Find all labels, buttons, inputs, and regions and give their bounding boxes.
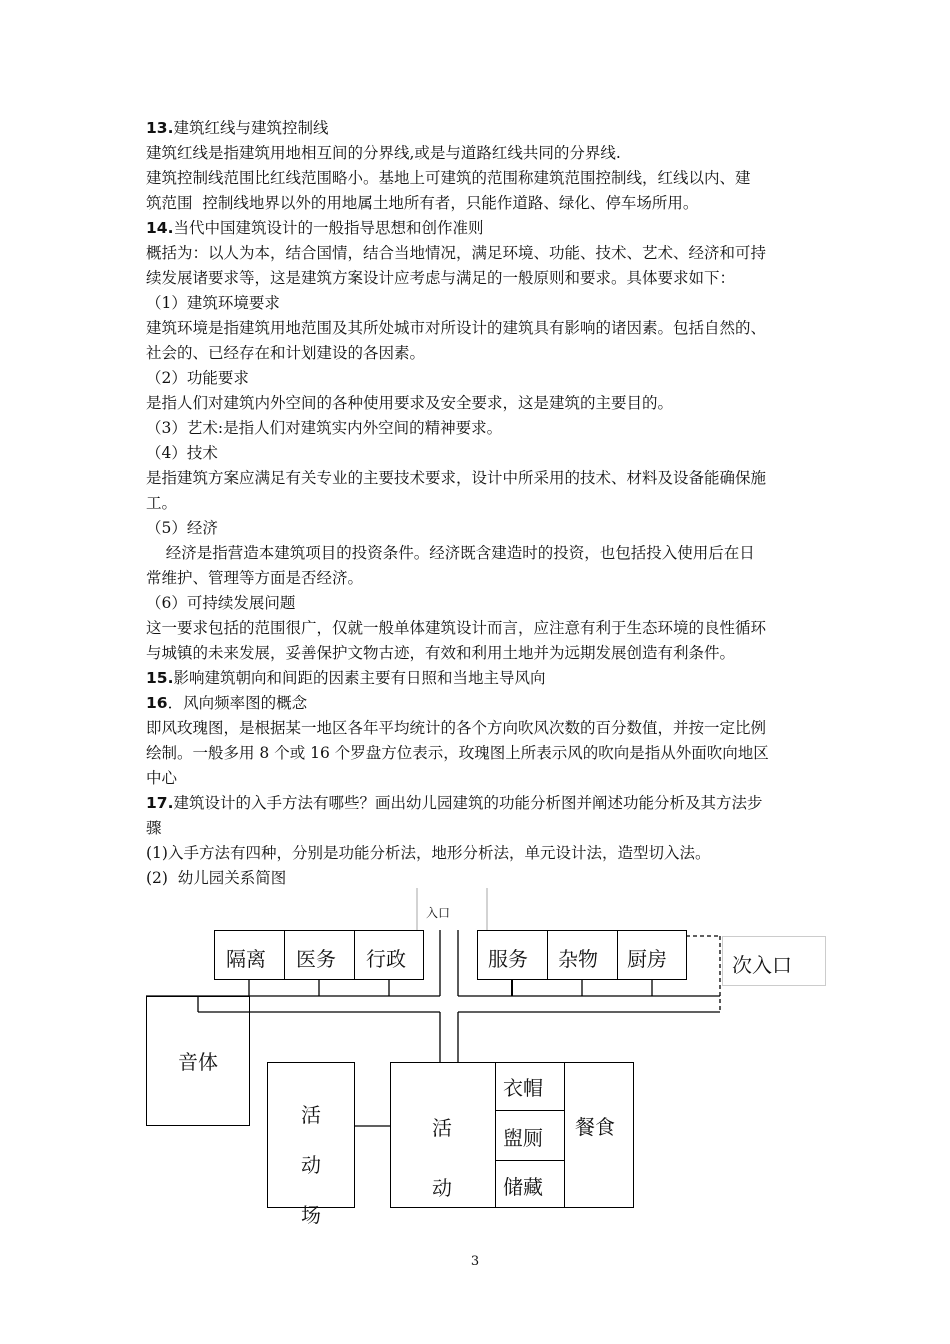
section-number: 15. bbox=[146, 669, 174, 687]
line-text: 这一要求包括的范围很广，仅就一般单体建筑设计而言，应注意有利于生态环境的良性循环 bbox=[146, 619, 767, 637]
activity-field-char-3: 场 bbox=[301, 1203, 321, 1227]
line-text: 建筑红线是指建筑用地相互间的分界线,或是与道路红线共同的分界线. bbox=[146, 144, 621, 162]
line-text: 概括为：以人为本，结合国情，结合当地情况，满足环境、功能、技术、艺术、经济和可持 bbox=[146, 244, 767, 262]
section-number: 13. bbox=[146, 119, 174, 137]
line-text: （2）功能要求 bbox=[146, 369, 249, 387]
line-text: 工。 bbox=[146, 494, 178, 512]
line-text: 建筑环境是指建筑用地范围及其所处城市对所设计的建筑具有影响的诸因素。包括自然的、 bbox=[146, 319, 767, 337]
line-text: (2) 幼儿园关系简图 bbox=[146, 869, 287, 887]
line-text: 社会的、已经存在和计划建设的各因素。 bbox=[146, 344, 426, 362]
divider bbox=[617, 930, 618, 980]
divider bbox=[547, 930, 548, 980]
kitchen-room: 厨房 bbox=[627, 947, 667, 971]
cloakroom-label: 衣帽 bbox=[503, 1076, 543, 1100]
line-text: 筑范围 控制线地界以外的用地属土地所有者，只能作道路、绿化、停车场所用。 bbox=[146, 194, 699, 212]
divider bbox=[354, 930, 355, 980]
section-number: 17. bbox=[146, 794, 174, 812]
activity-char-2: 动 bbox=[432, 1176, 452, 1200]
activity-field-char-1: 活 bbox=[301, 1103, 321, 1127]
divider bbox=[495, 1110, 565, 1111]
service-room: 服务 bbox=[488, 947, 528, 971]
line-text: 建筑红线与建筑控制线 bbox=[173, 119, 329, 137]
line-text: 建筑控制线范围比红线范围略小。基地上可建筑的范围称建筑范围控制线，红线以内、建 bbox=[146, 169, 751, 187]
line-text: ．风向频率图的概念 bbox=[167, 694, 308, 712]
isolation-room: 隔离 bbox=[226, 947, 266, 971]
line-text: 当代中国建筑设计的一般指导思想和创作准则 bbox=[173, 219, 484, 237]
storage-sundry-room: 杂物 bbox=[558, 947, 598, 971]
line-text: 经济是指营造本建筑项目的投资条件。经济既含建造时的投资，也包括投入使用后在日 bbox=[146, 544, 755, 562]
page-number: 3 bbox=[470, 1254, 480, 1269]
line-text: 影响建筑朝向和间距的因素主要有日照和当地主导风向 bbox=[173, 669, 546, 687]
dining-label: 餐食 bbox=[575, 1115, 615, 1139]
section-number: 16 bbox=[146, 694, 168, 712]
music-gym-label: 音体 bbox=[178, 1050, 218, 1074]
line-text: （1）建筑环境要求 bbox=[146, 294, 280, 312]
line-text: 与城镇的未来发展，妥善保护文物古迹，有效和利用土地并为远期发展创造有利条件。 bbox=[146, 644, 736, 662]
line-text: 是指建筑方案应满足有关专业的主要技术要求，设计中所采用的技术、材料及设备能确保施 bbox=[146, 469, 767, 487]
line-text: （5）经济 bbox=[146, 519, 218, 537]
line-text: 续发展诸要求等，这是建筑方案设计应考虑与满足的一般原则和要求。具体要求如下： bbox=[146, 269, 736, 287]
line-text: （4）技术 bbox=[146, 444, 218, 462]
line-text: 绘制。一般多用 8 个或 16 个罗盘方位表示，玫瑰图上所表示风的吹向是指从外面吹向地区 bbox=[146, 744, 769, 762]
activity-char-1: 活 bbox=[432, 1116, 452, 1140]
line-text: 是指人们对建筑内外空间的各种使用要求及安全要求，这是建筑的主要目的。 bbox=[146, 394, 674, 412]
line-text: （6）可持续发展问题 bbox=[146, 594, 296, 612]
line-text: 建筑设计的入手方法有哪些？画出幼儿园建筑的功能分析图并阐述功能分析及其方法步 bbox=[173, 794, 763, 812]
line-text: 即风玫瑰图，是根据某一地区各年平均统计的各个方向吹风次数的百分数值，并按一定比例 bbox=[146, 719, 767, 737]
line-text: (1)入手方法有四种，分别是功能分析法，地形分析法，单元设计法，造型切入法。 bbox=[146, 844, 711, 862]
line-text: 中心 bbox=[146, 769, 178, 787]
divider bbox=[495, 1160, 565, 1161]
line-text: 常维护、管理等方面是否经济。 bbox=[146, 569, 364, 587]
section-number: 14. bbox=[146, 219, 174, 237]
storage-label: 储藏 bbox=[503, 1175, 543, 1199]
admin-room: 行政 bbox=[366, 947, 406, 971]
line-text: 骤 bbox=[146, 819, 162, 837]
medical-room: 医务 bbox=[296, 947, 336, 971]
activity-field-char-2: 动 bbox=[301, 1153, 321, 1177]
activity-field-box bbox=[267, 1062, 355, 1208]
line-text: （3）艺术:是指人们对建筑实内外空间的精神要求。 bbox=[146, 419, 503, 437]
entrance-label: 入口 bbox=[426, 906, 451, 920]
washroom-label: 盥厕 bbox=[503, 1126, 543, 1150]
divider bbox=[284, 930, 285, 980]
secondary-entrance-label: 次入口 bbox=[732, 953, 792, 977]
